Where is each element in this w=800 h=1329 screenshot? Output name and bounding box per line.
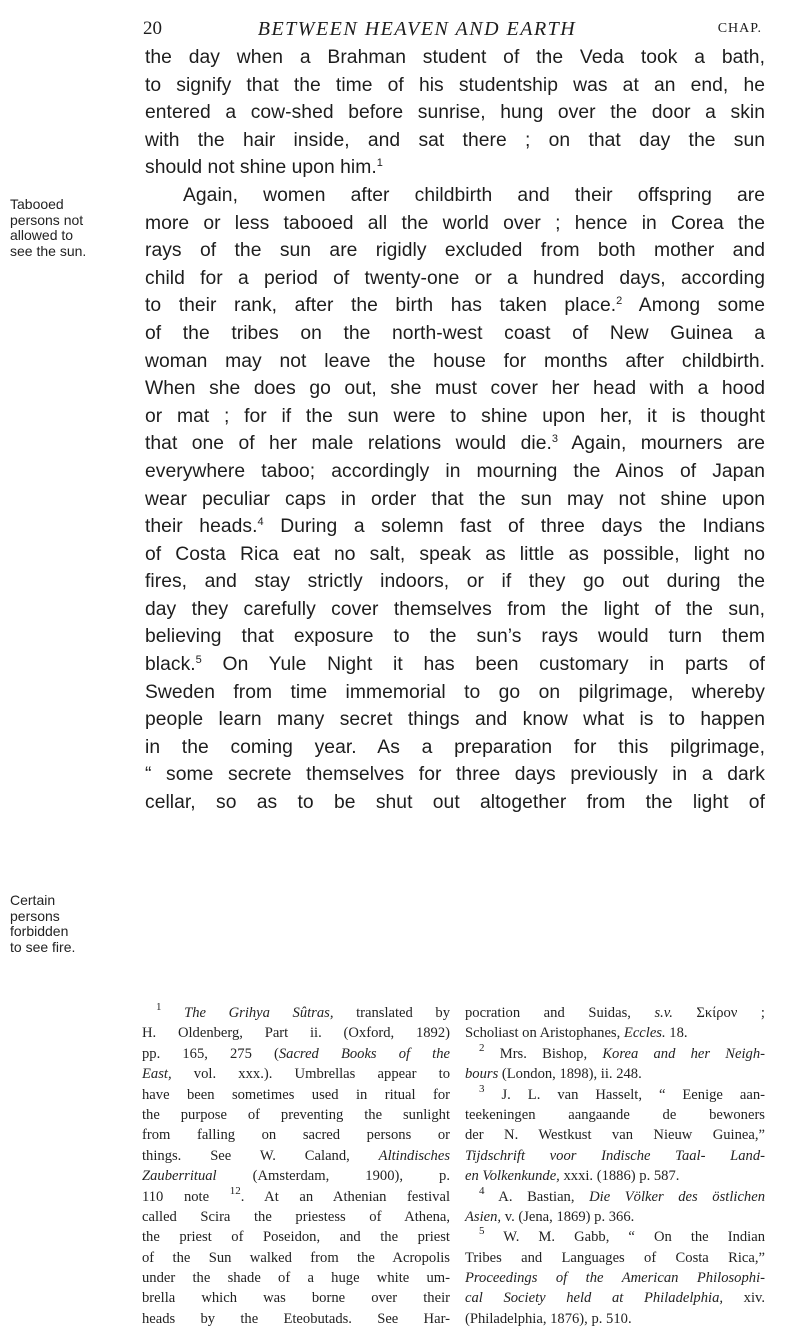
body-line: everywhere taboo; accordingly in mourning the Ainos of Japan <box>145 460 765 482</box>
footnote-line: bours (London, 1898), ii. 248. <box>465 1066 642 1083</box>
body-line: to signify that the time of his studentship was at an end, he <box>145 74 765 96</box>
body-line: the day when a Brahman student of the Veda took a bath, <box>145 47 765 68</box>
footnote-line: $^1$ The Grihya Sûtras, translated by <box>156 1001 451 1021</box>
body-line: or mat ; for if the sun were to shine upon her, it is thought <box>145 405 765 427</box>
footnote-line: brella which was borne over their <box>142 1290 450 1307</box>
margin-note-line: allowed to <box>10 227 74 243</box>
footnotes-left-column <box>142 1003 450 1329</box>
footnote-line: the purpose of preventing the sunlight <box>142 1106 450 1123</box>
body-line: “ some secrete themselves for three days previously in a dark <box>145 764 765 786</box>
body-line: with the hair inside, and sat there ; on that day the sun <box>145 129 765 151</box>
footnote-line: of the Sun walked from the Acropolis <box>142 1249 450 1266</box>
footnote-ref: 3 <box>551 433 559 446</box>
body-line: of Costa Rica eat no salt, speak as little as possible, light no <box>145 543 765 565</box>
body-line: woman may not leave the house for months after childbirth. <box>145 350 765 372</box>
body-line: that one of her male relations would die.$^3$ Again, mourners are <box>145 433 766 455</box>
page-number: 20 <box>143 18 162 39</box>
body-line: in the coming year. As a preparation for this pilgrimage, <box>145 736 765 758</box>
footnote-line: have been sometimes used in ritual for <box>142 1086 450 1103</box>
footnote-line: $^2$ Mrs. Bishop, Korea and her Neigh- <box>479 1041 765 1062</box>
body-line: Again, women after childbirth and their offspring are <box>183 184 765 206</box>
chapter-mark: CHAP. <box>717 21 762 36</box>
footnote-line: (Philadelphia, 1876), p. 510. <box>465 1310 632 1327</box>
footnote-ref: 2 <box>616 295 623 308</box>
margin-note-line: see the sun. <box>10 242 87 259</box>
margin-note-line: forbidden <box>10 923 69 939</box>
footnote-line: pp. 165, 275 (Sacred Books of the <box>142 1045 451 1062</box>
margin-note-line: Certain <box>10 892 56 908</box>
footnotes-right-column <box>465 1003 765 1329</box>
body-line: more or less tabooed all the world over ; hence in Corea the <box>145 212 765 234</box>
body-line: day they carefully cover themselves from the light of the sun, <box>145 598 765 620</box>
footnote-line: called Scira the priestess of Athena, <box>142 1208 450 1225</box>
footnote-line: the priest of Poseidon, and the priest <box>142 1229 450 1246</box>
running-title: BETWEEN HEAVEN AND EARTH <box>257 18 577 40</box>
footnote-line: from falling on sacred persons or <box>142 1127 450 1144</box>
footnote-line: Proceedings of the American Philosophi- <box>465 1270 765 1287</box>
footnote-line: East, vol. xxx.). Umbrellas appear to <box>142 1066 450 1083</box>
footnote-line: en Volkenkunde, xxxi. (1886) p. 587. <box>465 1168 680 1185</box>
footnote-line: Zauberritual (Amsterdam, 1900), p. <box>142 1168 450 1185</box>
footnote-line: $^3$ J. L. van Hasselt, “ Eenige aan- <box>479 1082 765 1103</box>
footnote-line: 110 note $^{12}$. At an Athenian festival <box>142 1184 450 1205</box>
body-line: fires, and stay strictly indoors, or if they go out during the <box>145 571 765 593</box>
body-text <box>145 44 765 817</box>
footnote-line: pocration and Suidas, s.v. Σκίρον ; <box>465 1005 765 1021</box>
footnote-ref: 4 <box>257 516 264 529</box>
margin-note-tabooed-persons <box>10 197 130 259</box>
footnote-number: 1 <box>156 1001 162 1013</box>
body-line: people learn many secret things and know what is to happen <box>145 709 765 731</box>
margin-note-line: persons <box>10 907 60 924</box>
body-line: of the tribes on the north-west coast of New Guinea a <box>145 322 765 344</box>
body-line: Sweden from time immemorial to go on pilgrimage, whereby <box>145 681 765 703</box>
footnote-line: Asien, v. (Jena, 1869) p. 366. <box>465 1208 635 1225</box>
footnote-line: cal Society held at Philadelphia, xiv. <box>465 1290 765 1307</box>
body-line: rays of the sun are rigidly excluded from both mother and <box>145 240 765 262</box>
footnote-number: 3 <box>479 1082 485 1095</box>
footnote-line: $^4$ A. Bastian, Die Völker des östlichen <box>479 1184 765 1205</box>
footnote-number: 4 <box>479 1184 485 1197</box>
footnote-number: 5 <box>479 1225 485 1238</box>
footnote-line: heads by the Eteobutads. See Har- <box>142 1310 450 1327</box>
body-line: child for a period of twenty-one or a hundred days, according <box>145 267 765 289</box>
body-line: When she does go out, she must cover her head with a hood <box>145 378 765 400</box>
footnote-line: Scholiast on Aristophanes, Eccles. 18. <box>465 1025 688 1042</box>
margin-note-line: Tabooed <box>10 196 64 212</box>
footnote-line: teekeningen aangaande de bewoners <box>465 1106 765 1123</box>
footnote-ref: 5 <box>195 654 202 667</box>
footnote-line: under the shade of a huge white um- <box>142 1270 450 1287</box>
footnote-number: 2 <box>479 1041 485 1054</box>
footnote-line: der N. Westkust van Nieuw Guinea,” <box>465 1127 765 1144</box>
footnote-line: Tribes and Languages of Costa Rica,” <box>465 1249 765 1266</box>
footnote-line: H. Oldenberg, Part ii. (Oxford, 1892) <box>142 1025 450 1042</box>
body-line: black.$^5$ On Yule Night it has been customary in parts of <box>145 654 765 676</box>
footnote-line: $^5$ W. M. Gabb, “ On the Indian <box>479 1225 765 1246</box>
body-line: should not shine upon him.$^1$ <box>145 157 383 179</box>
footnote-ref: 1 <box>376 157 383 170</box>
body-line: cellar, so as to be shut out altogether from the light of <box>145 792 765 814</box>
margin-note-line: persons not <box>10 211 84 228</box>
footnote-line: Tijdschrift voor Indische Taal- Land- <box>465 1147 765 1164</box>
body-line: entered a cow-shed before sunrise, hung over the door a skin <box>145 102 765 124</box>
body-line: wear peculiar caps in order that the sun may not shine upon <box>145 488 765 510</box>
body-line: their heads.$^4$ During a solemn fast of three days the Indians <box>145 516 765 538</box>
margin-note-line: to see fire. <box>10 938 76 955</box>
margin-note-certain-persons <box>10 893 130 955</box>
body-line: believing that exposure to the sun’s rays would turn them <box>145 626 765 648</box>
footnote-line: things. See W. Caland, Altindisches <box>142 1147 450 1164</box>
body-line: to their rank, after the birth has taken place.$^2$ Among some <box>145 295 766 317</box>
